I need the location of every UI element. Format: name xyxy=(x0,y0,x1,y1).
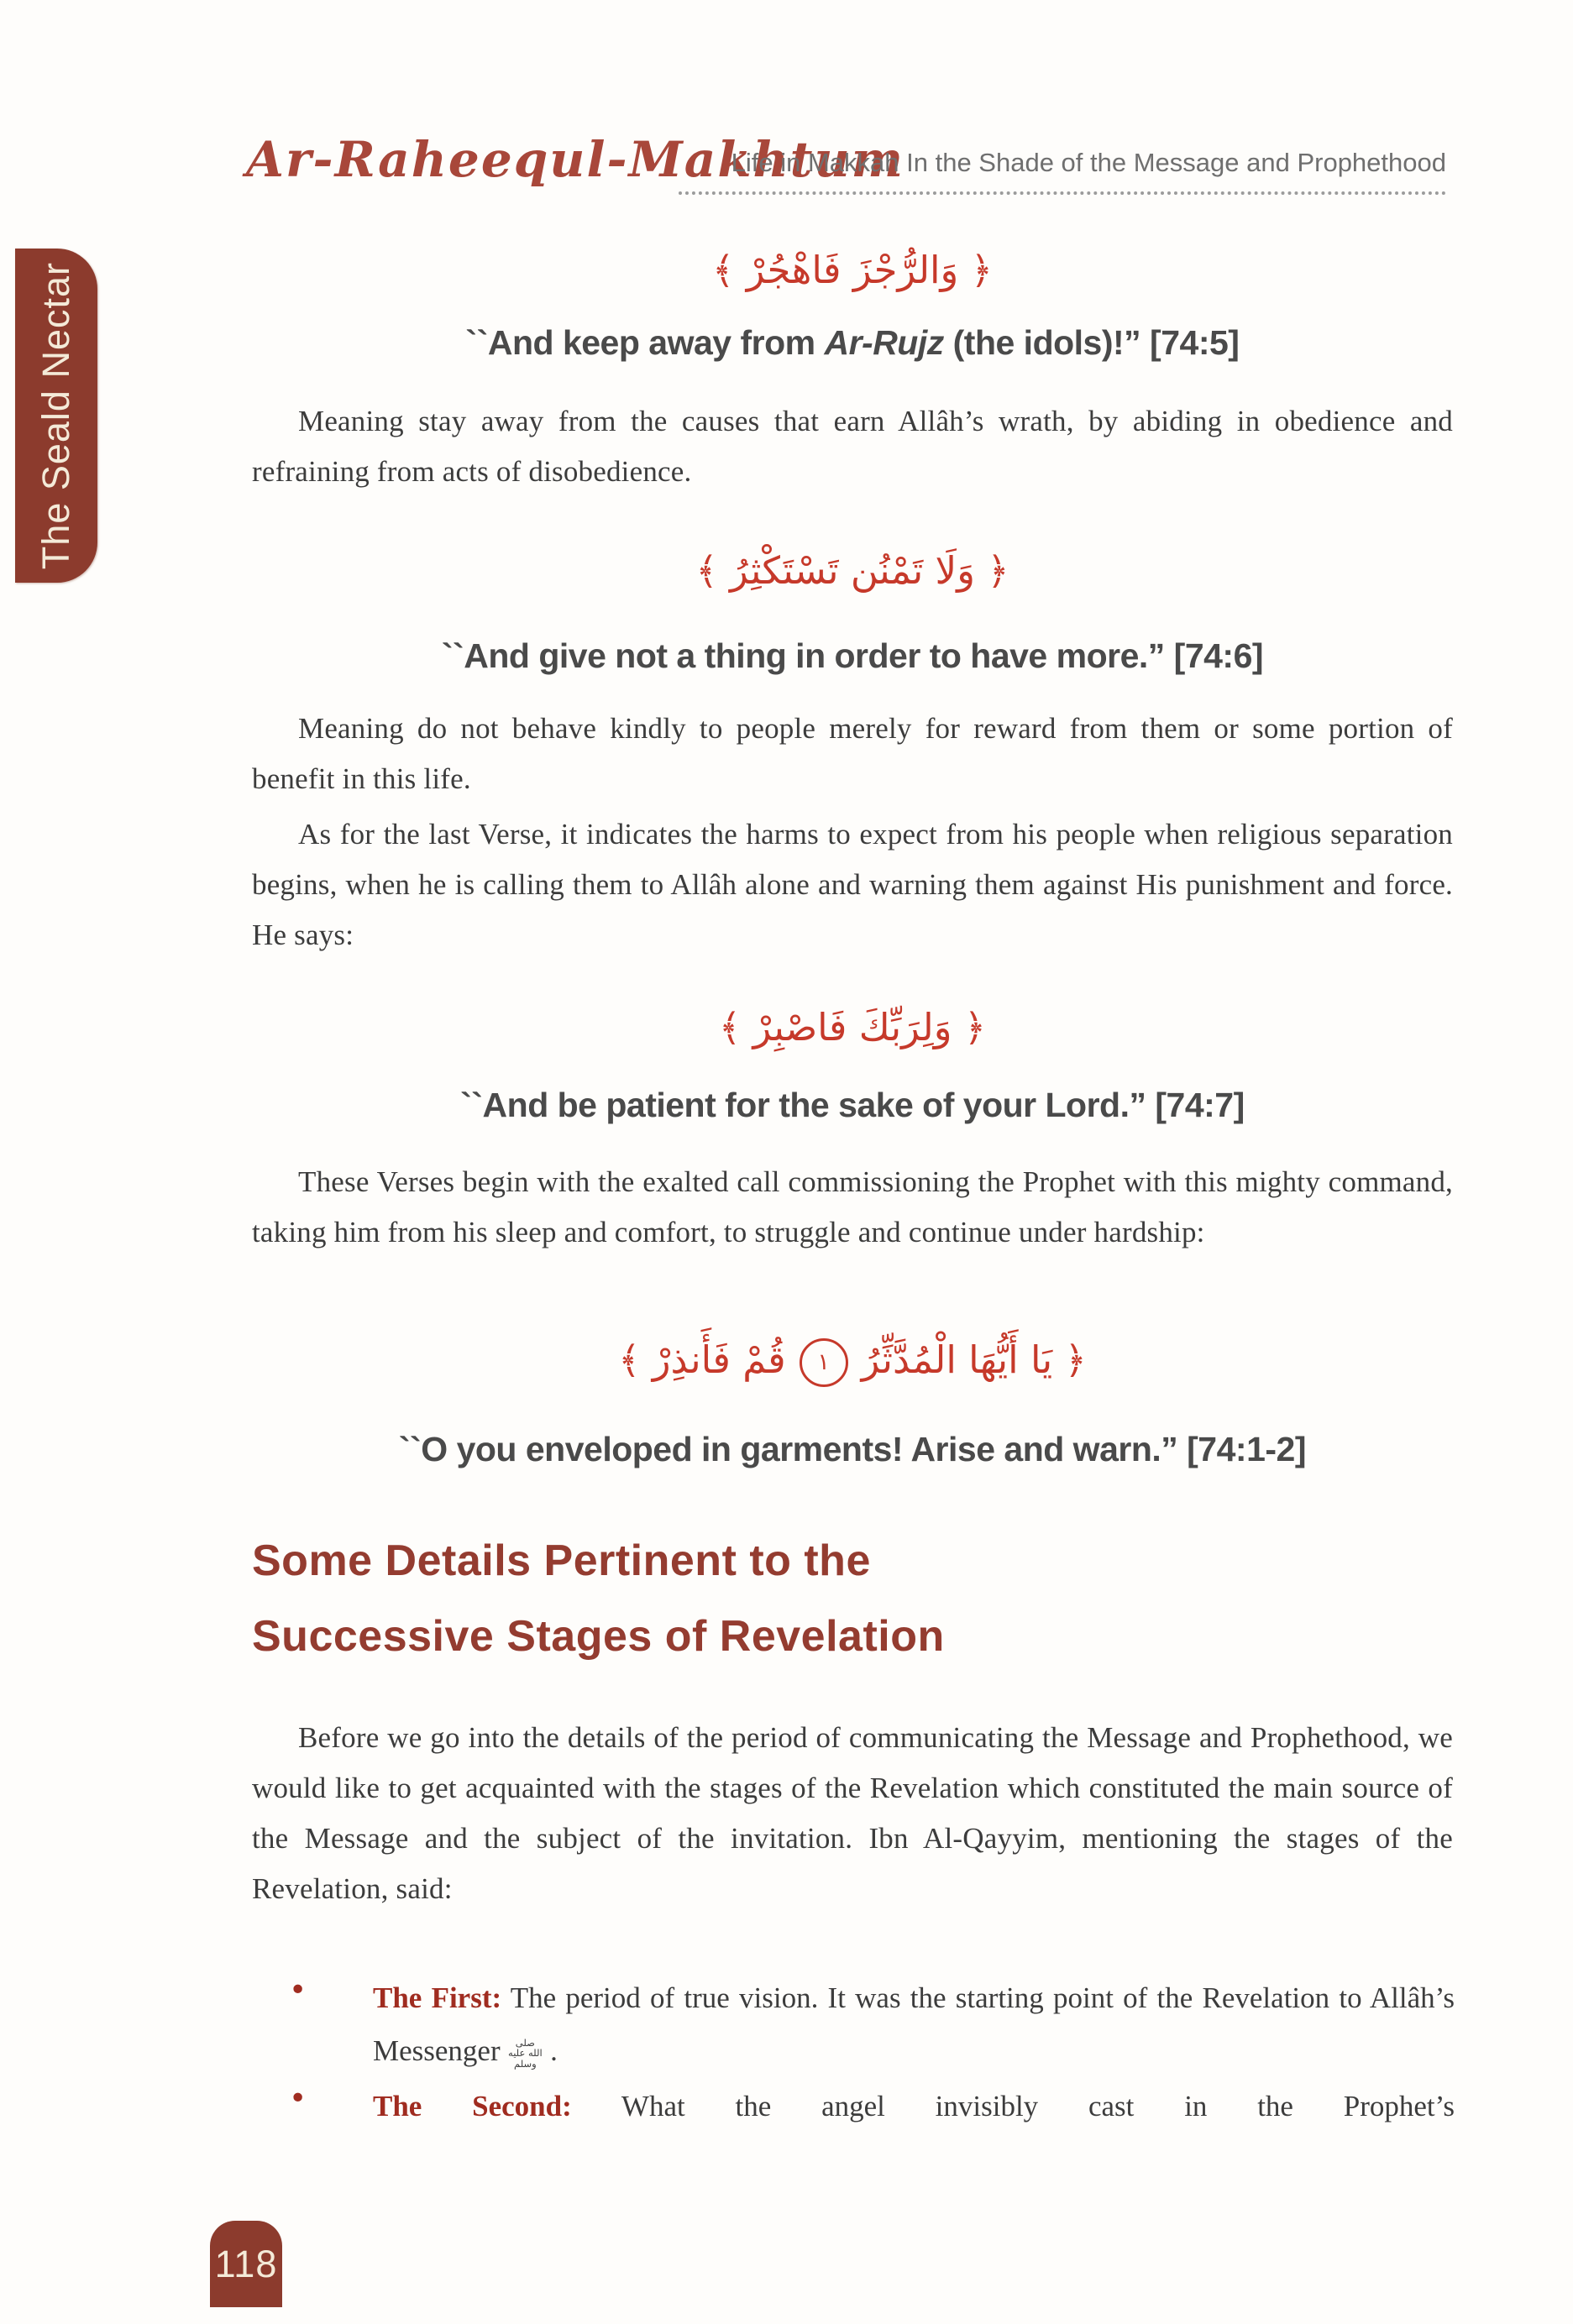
list-item-lead: The Second: xyxy=(373,2090,572,2122)
arabic-verse-text: قُمْ فَأَنذِرْ ﴾ xyxy=(618,1337,786,1382)
translation-reference: (the idols)!” [74:5] xyxy=(943,323,1240,362)
list-item-body: What the angel invisibly cast in the Prophet’s xyxy=(571,2090,1455,2122)
page-number-badge xyxy=(210,2221,282,2307)
list-item-lead: The First: xyxy=(373,1981,502,2014)
arabic-verse-text: ﴿ وَالرُّجْزَ فَاهْجُرْ ﴾ xyxy=(712,248,993,292)
verse-translation-74-7 xyxy=(252,1086,1453,1125)
arabic-verse-74-5 xyxy=(252,243,1453,296)
list-item-text xyxy=(286,2080,1455,2133)
sallallahu-alayhi-wasallam-symbol: صلى الله عليه وسلم xyxy=(508,2036,543,2070)
arabic-verse-text: ﴿ وَلِرَبِّكَ فَاصْبِرْ ﴾ xyxy=(718,1005,987,1049)
section-heading-line2: Successive Stages of Revelation xyxy=(252,1612,945,1661)
paragraph: Before we go into the details of the period of communicating the Message and Prophethood, we would like to get acquainted with the stages of the Revelation which constituted the main source of the Message and the subject of the invitation. Ibn Al-Qayyim, mentioning the stages of the Revelation, said: xyxy=(252,1721,1453,1905)
paragraph: Meaning stay away from the causes that earn Allâh’s wrath, by abiding in obedience and refraining from acts of disobedience. xyxy=(252,405,1453,488)
paragraph: These Verses begin with the exalted call commissioning the Prophet with this mighty command, taking him from his sleep and comfort, to struggle and continue under hardship: xyxy=(252,1165,1453,1248)
bullet-icon: • xyxy=(289,2081,307,2116)
aya-number-marker: ١ xyxy=(800,1338,848,1387)
list-item-second-stage xyxy=(286,2080,1455,2133)
translation-text: ``And give not a thing in order to have more.” [74:6] xyxy=(441,636,1264,675)
verse-translation-74-1-2 xyxy=(252,1430,1453,1469)
translation-text: ``And keep away from xyxy=(465,323,825,362)
chapter-running-head: Life in Makkah In the Shade of the Message and Prophethood xyxy=(731,148,1446,177)
translation-text: ``And be patient for the sake of your Lord.” [74:7] xyxy=(460,1086,1245,1124)
translation-italic-term: Ar-Rujz xyxy=(824,323,944,362)
edge-tab-label: The Seald Nectar xyxy=(34,261,77,570)
section-heading-line1: Some Details Pertinent to the xyxy=(252,1536,871,1585)
arabic-verse-74-6 xyxy=(252,544,1453,597)
arabic-verse-text: ﴿ وَلَا تَمْنُن تَسْتَكْثِرُ ﴾ xyxy=(695,548,1009,593)
list-item-body: The period of true vision. It was the starting point of the Revelation to Allâh’s Messenger xyxy=(373,1981,1455,2067)
bullet-icon: • xyxy=(289,1973,307,2007)
edge-tab xyxy=(15,249,97,583)
header-dotted-rule xyxy=(679,176,1446,195)
arabic-verse-74-1-2 xyxy=(252,1333,1453,1387)
list-item-first-stage xyxy=(286,1971,1455,2077)
verse-translation-74-6 xyxy=(252,636,1453,676)
arabic-verse-text: ﴿ يَا أَيُّهَا الْمُدَّثِّرُ xyxy=(861,1337,1087,1382)
translation-text: ``O you enveloped in garments! Arise and warn.” [74:1-2] xyxy=(399,1430,1306,1468)
section-heading xyxy=(252,1523,1453,1674)
paragraph: As for the last Verse, it indicates the harms to expect from his people when religious separation begins, when he is calling them to Allâh alone and warning them against His punishment and force. He says: xyxy=(252,818,1453,951)
paragraph: Meaning do not behave kindly to people merely for reward from them or some portion of benefit in this life. xyxy=(252,712,1453,795)
list-item-text xyxy=(286,1971,1455,2077)
list-item-tail: . xyxy=(543,2034,558,2067)
book-title-script: Ar-Raheequl-Makhtum xyxy=(246,131,905,188)
page-number: 118 xyxy=(214,2242,278,2285)
verse-translation-74-5 xyxy=(252,323,1453,363)
arabic-verse-74-7 xyxy=(252,1001,1453,1054)
